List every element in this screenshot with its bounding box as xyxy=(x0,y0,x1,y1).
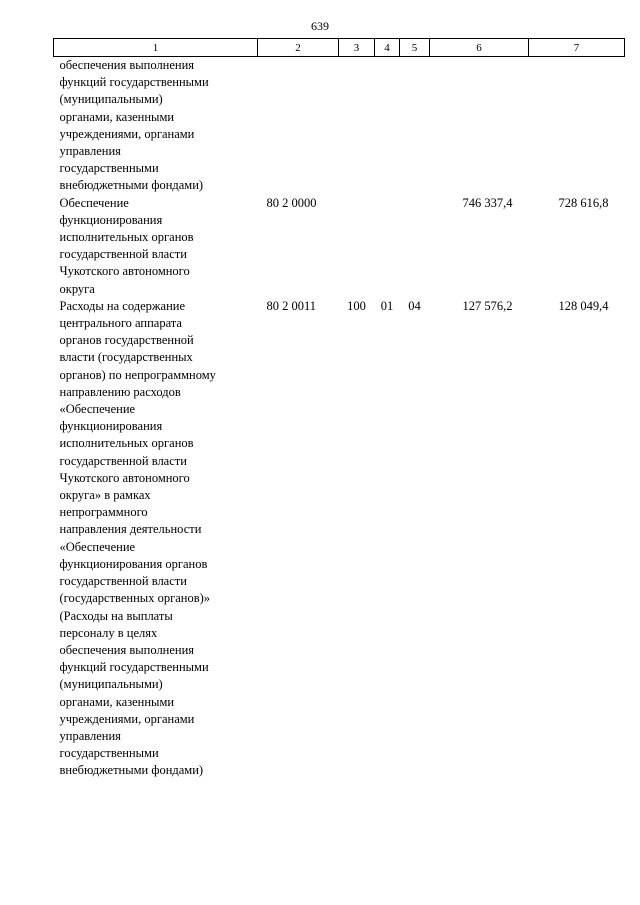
amount-year-2: 128 049,4 xyxy=(558,298,609,313)
description-line: «Обеспечение xyxy=(59,402,136,417)
amount-year-1: 746 337,4 xyxy=(462,195,513,210)
table-header-row xyxy=(54,39,625,57)
description-line: обеспечения выполнения xyxy=(59,58,195,72)
description-line: Обеспечение xyxy=(59,195,129,210)
page-number: 639 xyxy=(311,19,329,33)
column-header-3: 3 xyxy=(339,39,375,57)
description-line: государственной власти xyxy=(59,574,187,589)
target-article-code xyxy=(258,57,339,195)
description-line: функционирования xyxy=(59,212,163,227)
description-line: непрограммного xyxy=(59,505,148,520)
description-line: (Расходы на выплаты xyxy=(59,608,173,623)
description-line: округа xyxy=(59,281,95,296)
description-line: власти (государственных xyxy=(59,350,193,365)
column-header-5: 5 xyxy=(400,39,430,57)
description-line: управления xyxy=(59,728,121,743)
description-line: (государственных органов)» xyxy=(59,591,211,606)
description-line: функций государственными xyxy=(59,660,209,675)
description-line: функционирования xyxy=(59,419,163,434)
target-article-code: 80 2 0000 xyxy=(266,195,317,210)
description-line: Чукотского автономного xyxy=(59,470,190,485)
description-line: Расходы на содержание xyxy=(59,298,186,313)
description-line: органами, казенными xyxy=(59,694,175,709)
description-line: органов государственной xyxy=(59,333,194,348)
table-row xyxy=(54,195,625,298)
column-header-4: 4 xyxy=(375,39,400,57)
description-line: органов) по непрограммному xyxy=(59,367,216,382)
description-line: персоналу в целях xyxy=(59,625,158,640)
description-line: направления деятельности xyxy=(59,522,202,537)
description-line: государственной власти xyxy=(59,247,187,262)
description-line: (муниципальными) xyxy=(59,92,163,107)
description-line: (муниципальными) xyxy=(59,677,163,692)
subsection-code: 04 xyxy=(408,298,421,313)
column-header-1: 1 xyxy=(54,39,258,57)
description-line: функционирования органов xyxy=(59,556,208,571)
row-description xyxy=(54,57,258,195)
description-line: Чукотского автономного xyxy=(59,264,190,279)
expense-type-code xyxy=(339,195,375,298)
description-line: учреждениями, органами xyxy=(59,711,195,726)
section-code: 01 xyxy=(380,298,394,313)
amount-year-1 xyxy=(430,57,529,195)
description-line: направлению расходов xyxy=(59,384,181,399)
column-header-2: 2 xyxy=(258,39,339,57)
expense-type-code xyxy=(339,57,375,195)
subsection-code xyxy=(400,57,430,195)
description-line: округа» в рамках xyxy=(59,488,151,503)
description-line: внебюджетными фондами) xyxy=(59,763,204,778)
description-line: исполнительных органов xyxy=(59,230,194,245)
amount-year-1: 127 576,2 xyxy=(462,298,513,313)
description-line: обеспечения выполнения xyxy=(59,642,195,657)
row-description xyxy=(54,195,258,298)
budget-table xyxy=(53,38,625,780)
description-line: исполнительных органов xyxy=(59,436,194,451)
column-header-6: 6 xyxy=(430,39,529,57)
description-line: государственной власти xyxy=(59,453,187,468)
target-article-code: 80 2 0011 xyxy=(266,298,317,313)
description-line: органами, казенными xyxy=(59,109,175,124)
column-header-7: 7 xyxy=(529,39,625,57)
table-row xyxy=(54,57,625,195)
description-line: функций государственными xyxy=(59,75,209,90)
description-line: внебюджетными фондами) xyxy=(59,178,204,193)
row-description xyxy=(54,298,258,780)
subsection-code xyxy=(400,195,430,298)
expense-type-code: 100 xyxy=(347,298,366,313)
amount-year-2 xyxy=(529,57,625,195)
section-code xyxy=(375,195,400,298)
table-row xyxy=(54,298,625,780)
section-code xyxy=(375,57,400,195)
amount-year-2: 728 616,8 xyxy=(558,195,609,210)
description-line: управления xyxy=(59,144,121,159)
description-line: «Обеспечение xyxy=(59,539,136,554)
description-line: государственными xyxy=(59,746,159,761)
description-line: государственными xyxy=(59,161,159,176)
description-line: центрального аппарата xyxy=(59,316,182,331)
description-line: учреждениями, органами xyxy=(59,126,195,141)
